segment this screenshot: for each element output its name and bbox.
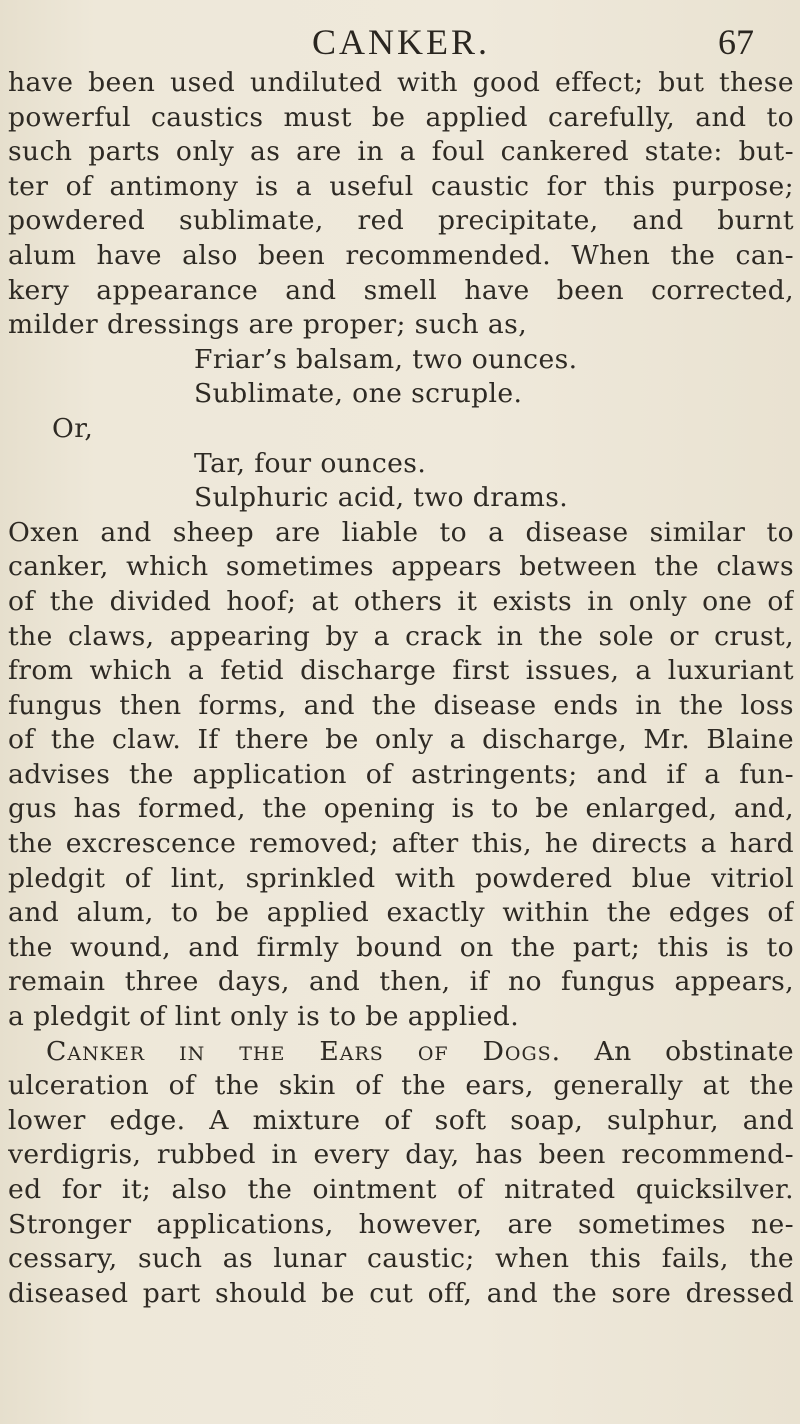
recipe-line: Friar’s balsam, two ounces. (194, 343, 578, 375)
text-line: verdigris, rubbed in every day, has been recommend- (8, 1139, 794, 1171)
section-line (8, 1035, 794, 1070)
text-line: kery appearance and smell have been corrected, (8, 274, 794, 306)
text-line: such parts only as are in a foul cankered state: but- (8, 136, 794, 168)
section-text: An obstinate (561, 1035, 794, 1067)
text-line: and alum, to be applied exactly within the edges of (8, 897, 794, 929)
text-line: Stronger applications, however, are sometimes ne- (8, 1208, 794, 1240)
text-line: powerful caustics must be applied carefully, and to (8, 101, 794, 133)
text-line: the claws, appearing by a crack in the sole or crust, (8, 620, 794, 652)
recipe-line: Sublimate, one scruple. (194, 378, 523, 410)
text-line: of the claw. If there be only a discharge, Mr. Blaine (8, 724, 794, 756)
recipe-line: Tar, four ounces. (194, 447, 427, 479)
recipe-alternative: Or, (52, 412, 94, 444)
text-line: from which a fetid discharge first issues, a luxuriant (8, 655, 794, 687)
text-line: of the divided hoof; at others it exists in only one of (8, 585, 794, 617)
text-line: powdered sublimate, red precipitate, and burnt (8, 205, 794, 237)
text-line: have been used undiluted with good effect; but these (8, 67, 794, 98)
text-line: fungus then forms, and the disease ends in the loss (8, 689, 794, 721)
section-heading: Canker in the Ears of Dogs. (46, 1035, 562, 1067)
text-line: remain three days, and then, if no fungus appears, (8, 966, 794, 998)
text-line: alum have also been recommended. When the can- (8, 239, 794, 271)
text-line: cessary, such as lunar caustic; when this fails, the (8, 1243, 794, 1275)
text-line: diseased part should be cut off, and the sore dressed (8, 1277, 794, 1309)
recipe-line: Sulphuric acid, two drams. (194, 482, 569, 514)
text-line: milder dressings are proper; such as, (8, 309, 528, 341)
text-line: ter of antimony is a useful caustic for this purpose; (8, 170, 794, 202)
text-line: canker, which sometimes appears between the claws (8, 551, 794, 583)
text-line: lower edge. A mixture of soft soap, sulphur, and (8, 1104, 794, 1136)
text-line: ed for it; also the ointment of nitrated quicksilver. (8, 1174, 794, 1205)
text-line: pledgit of lint, sprinkled with powdered blue vitriol (8, 862, 794, 894)
text-line: a pledgit of lint only is to be applied. (8, 1001, 520, 1033)
text-line: the wound, and firmly bound on the part; this is to (8, 931, 794, 963)
text-line: gus has formed, the opening is to be enlarged, and, (8, 793, 794, 825)
running-title: CANKER. (311, 22, 490, 62)
body-text (8, 66, 794, 1311)
text-line: advises the application of astringents; and if a fun- (8, 758, 794, 790)
text-line: Oxen and sheep are liable to a disease similar to (8, 516, 794, 548)
text-line: the excrescence removed; after this, he directs a hard (8, 828, 794, 860)
page-header (8, 0, 794, 64)
text-line: ulceration of the skin of the ears, generally at the (8, 1070, 794, 1102)
page-number: 67 (718, 22, 754, 62)
